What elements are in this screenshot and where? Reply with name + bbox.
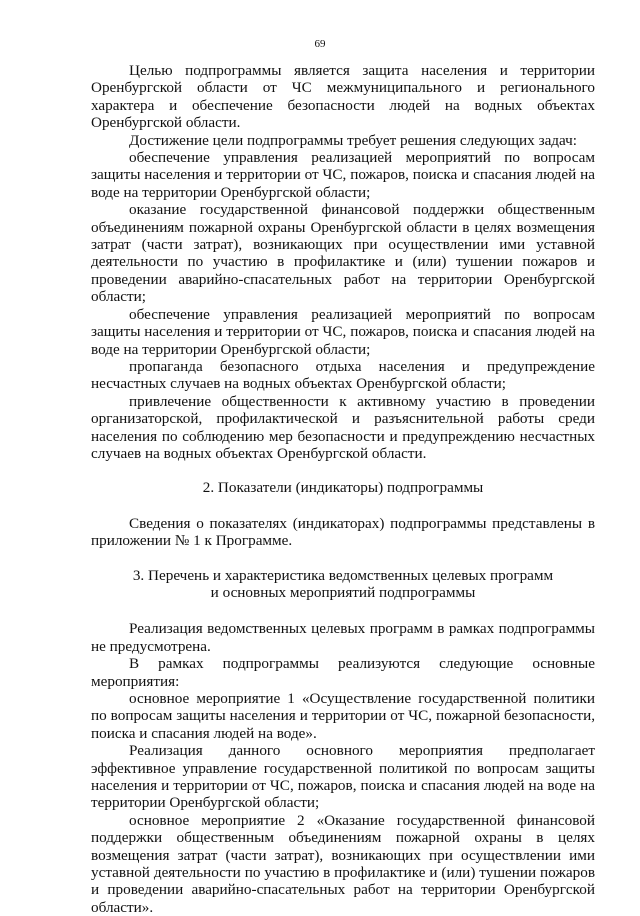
section-3-paragraph-4: Реализация данного основного мероприятия предполагает эффективное управление государственной политикой по вопросам защиты населения и территории от ЧС, пожаров, поиска и спасания людей на воде на территории Оренбургской области;: [91, 742, 595, 812]
page-number: 69: [314, 38, 326, 50]
spacer: [91, 550, 595, 567]
paragraph-task-2: оказание государственной финансовой поддержки общественным объединениям пожарной охраны Оренбургской области в целях возмещения затрат (части затрат), возникающих при осуществлении ими уставной деятельности по участию в профилактике и (или) тушении пожаров и проведении аварийно-спасательных работ на территории Оренбургской области;: [91, 201, 595, 306]
section-2-paragraph: Сведения о показателях (индикаторах) подпрограммы представлены в приложении № 1 к Программе.: [91, 514, 595, 550]
spacer: [91, 497, 595, 515]
section-3-heading-line-2: и основных мероприятий подпрограммы: [210, 583, 476, 601]
section-2-heading: 2. Показатели (индикаторы) подпрограммы: [202, 479, 484, 497]
section-3-paragraph-2: В рамках подпрограммы реализуются следующие основные мероприятия:: [91, 655, 595, 690]
spacer: [91, 601, 595, 620]
document-body: [91, 62, 595, 916]
spacer: [91, 462, 595, 479]
section-3-paragraph-1: Реализация ведомственных целевых программ в рамках подпрограммы не предусмотрена.: [91, 620, 595, 655]
paragraph-task-4: пропаганда безопасного отдыха населения и предупреждение несчастных случаев на водных объектах Оренбургской области;: [91, 357, 595, 393]
section-3-paragraph-3: основное мероприятие 1 «Осуществление государственной политики по вопросам защиты населения и территории от ЧС, пожарной безопасности, поиска и спасания людей на воде».: [91, 690, 595, 742]
paragraph-task-3: обеспечение управления реализацией мероприятий по вопросам защиты населения и территории от ЧС, пожаров, поиска и спасания людей на воде на территории Оренбургской области;: [91, 305, 595, 358]
section-3-paragraph-5: основное мероприятие 2 «Оказание государственной финансовой поддержки общественным объединениям пожарной охраны в целях возмещения затрат (части затрат), возникающих при осуществлении ими уставной деятельности по участию в профилактике и (или) тушении пожаров и проведении аварийно-спасательных работ на территории Оренбургской области».: [91, 811, 595, 916]
paragraph-task-5: привлечение общественности к активному участию в проведении организаторской, профилактической и разъяснительной работы среди населения по соблюдению мер безопасности и предупреждению несчастных случаев на водных объектах Оренбургской области.: [91, 392, 595, 462]
paragraph-tasks-intro: Достижение цели подпрограммы требует решения следующих задач:: [129, 131, 578, 149]
paragraph-goal: Целью подпрограммы является защита населения и территории Оренбургской области от ЧС межмуниципального и регионального характера и обеспечение безопасности людей на водных объектах Оренбургской области.: [91, 62, 595, 132]
paragraph-task-1: обеспечение управления реализацией мероприятий по вопросам защиты населения и территории от ЧС, пожаров, поиска и спасания людей на воде на территории Оренбургской области;: [91, 149, 595, 201]
section-3-heading-line-1: 3. Перечень и характеристика ведомственных целевых программ: [132, 566, 554, 584]
